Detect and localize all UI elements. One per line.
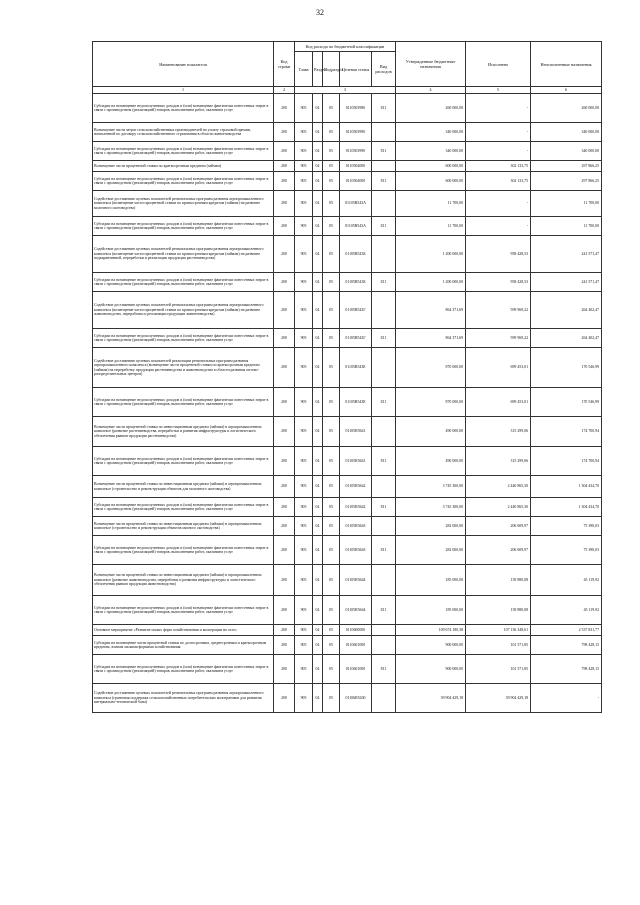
- row-head: 905: [295, 565, 313, 596]
- row-approved: 109 674 180,38: [396, 625, 466, 636]
- row-code: 200: [274, 292, 295, 329]
- row-expense-type: 811: [372, 94, 396, 123]
- row-executed: 139 880,08: [466, 596, 531, 625]
- table-row: [93, 273, 602, 292]
- row-expense-type: [372, 417, 396, 447]
- row-code: 200: [274, 142, 295, 161]
- column-number-row: [93, 87, 602, 94]
- row-executed: -: [466, 217, 531, 236]
- row-unexecuted: 45 119,92: [531, 565, 602, 596]
- row-section: 04: [313, 655, 323, 684]
- row-name: Субсидии на возмещение недополученных доходов и (или) возмещение фактически понесенных затрат в связи с производством (реализацией) товаров, выполнением работ, оказанием услуг: [93, 655, 274, 684]
- row-executed: 101 571,85: [466, 636, 531, 655]
- row-head: 905: [295, 236, 313, 273]
- row-unexecuted: 260 000,00: [531, 94, 602, 123]
- row-expense-type: [372, 292, 396, 329]
- row-subsection: 05: [323, 565, 340, 596]
- row-approved: 600 000,00: [396, 172, 466, 191]
- row-code: 200: [274, 388, 295, 417]
- row-subsection: 05: [323, 191, 340, 217]
- row-executed: 599 969,22: [466, 329, 531, 348]
- row-expense-type: [372, 236, 396, 273]
- row-subsection: 05: [323, 123, 340, 142]
- row-name: Содействие достижению целевых показателей региональных программ развития агропромышленного комплекса (грантовая поддержка сельскохозяйственных потребительских кооперативов для развития материально-технической базы): [93, 684, 274, 713]
- row-approved: 870 000,00: [396, 388, 466, 417]
- row-approved: 864 371,69: [396, 292, 466, 329]
- table-row: [93, 388, 602, 417]
- row-target-item: 01105R5642: [340, 498, 372, 517]
- row-head: 905: [295, 191, 313, 217]
- row-executed: 206 609,97: [466, 536, 531, 565]
- row-section: 04: [313, 217, 323, 236]
- row-target-item: 01105R543E: [340, 348, 372, 388]
- row-code: 200: [274, 517, 295, 536]
- row-expense-type: [372, 517, 396, 536]
- row-subsection: 05: [323, 273, 340, 292]
- row-code: 200: [274, 447, 295, 476]
- row-unexecuted: 241 571,47: [531, 236, 602, 273]
- row-unexecuted: 297 866,25: [531, 172, 602, 191]
- row-expense-type: 811: [372, 217, 396, 236]
- row-approved: 185 000,00: [396, 596, 466, 625]
- row-target-item: 01105R5643: [340, 517, 372, 536]
- row-code: 200: [274, 536, 295, 565]
- row-name: Возмещение части затрат сельскохозяйственных производителей на уплату страховой премии, начисленной по договору сельскохозяйственного страхования в области животноводства: [93, 123, 274, 142]
- table-row: [93, 447, 602, 476]
- row-target-item: 0110503990: [340, 142, 372, 161]
- row-head: 905: [295, 447, 313, 476]
- row-approved: 39 904 429,18: [396, 684, 466, 713]
- row-head: 905: [295, 123, 313, 142]
- row-target-item: 01105R543Г: [340, 329, 372, 348]
- row-subsection: 05: [323, 348, 340, 388]
- row-expense-type: [372, 565, 396, 596]
- row-subsection: 05: [323, 536, 340, 565]
- row-subsection: 05: [323, 498, 340, 517]
- row-head: 905: [295, 172, 313, 191]
- row-code: 200: [274, 236, 295, 273]
- table-row: [93, 565, 602, 596]
- table-row: [93, 655, 602, 684]
- row-code: 200: [274, 596, 295, 625]
- row-subsection: 05: [323, 236, 340, 273]
- row-approved: 282 000,00: [396, 536, 466, 565]
- column-number: 3: [295, 87, 396, 94]
- header-budget-code: Код расхода по бюджетной классификации: [295, 42, 396, 52]
- row-unexecuted: 170 546,99: [531, 388, 602, 417]
- table-row: [93, 94, 602, 123]
- row-head: 905: [295, 292, 313, 329]
- row-code: 200: [274, 217, 295, 236]
- row-expense-type: 811: [372, 655, 396, 684]
- row-name: Субсидии на возмещение недополученных доходов и (или) возмещение фактически понесенных затрат в связи с производством (реализацией) товаров, выполнением работ, оказанием услуг: [93, 273, 274, 292]
- table-row: [93, 142, 602, 161]
- row-subsection: 05: [323, 329, 340, 348]
- row-expense-type: [372, 636, 396, 655]
- page-number: 32: [316, 8, 324, 17]
- row-code: 200: [274, 636, 295, 655]
- row-unexecuted: 75 390,03: [531, 517, 602, 536]
- row-executed: 107 136 348,61: [466, 625, 531, 636]
- row-head: 905: [295, 161, 313, 172]
- row-target-item: 0110601000: [340, 636, 372, 655]
- row-name: Субсидии на возмещение недополученных доходов и (или) возмещение фактически понесенных затрат в связи с производством (реализацией) товаров, выполнением работ, оказанием услуг: [93, 172, 274, 191]
- header-name: Наименование показателя: [93, 42, 274, 87]
- row-target-item: 01105R5642: [340, 476, 372, 498]
- row-approved: 11 700,00: [396, 191, 466, 217]
- row-executed: -: [466, 191, 531, 217]
- row-name: Субсидии на возмещение недополученных доходов и (или) возмещение фактически понесенных затрат в связи с производством (реализацией) товаров, выполнением работ, оказанием услуг: [93, 329, 274, 348]
- row-subsection: 05: [323, 476, 340, 498]
- row-expense-type: 811: [372, 142, 396, 161]
- row-code: 200: [274, 498, 295, 517]
- row-name: Содействие достижению целевых показателей региональных программ развития агропромышленного комплекса (возмещение части процентной ставки по краткосрочным кредитам (займам) на развитие животноводства, переработки и реализации продукции животноводства): [93, 292, 274, 329]
- row-target-item: 01105R5641: [340, 417, 372, 447]
- table-row: [93, 172, 602, 191]
- row-name: Содействие достижению целевых показателей региональных программ развития агропромышленного комплекса (возмещение части процентной ставки по краткосрочным кредитам (займам) на развитие молочного скотоводства): [93, 191, 274, 217]
- row-expense-type: 811: [372, 447, 396, 476]
- column-number: 4: [396, 87, 466, 94]
- row-target-item: 01105R5641: [340, 447, 372, 476]
- row-head: 905: [295, 476, 313, 498]
- table-row: [93, 625, 602, 636]
- row-expense-type: [372, 625, 396, 636]
- row-head: 905: [295, 498, 313, 517]
- table-row: [93, 348, 602, 388]
- row-head: 905: [295, 388, 313, 417]
- row-unexecuted: 174 700,94: [531, 447, 602, 476]
- row-expense-type: 811: [372, 596, 396, 625]
- row-section: 04: [313, 348, 323, 388]
- row-approved: 600 000,00: [396, 161, 466, 172]
- row-target-item: 0110600000: [340, 625, 372, 636]
- row-subsection: 05: [323, 94, 340, 123]
- row-code: 200: [274, 655, 295, 684]
- row-section: 04: [313, 417, 323, 447]
- row-expense-type: 811: [372, 329, 396, 348]
- row-target-item: 0110503980: [340, 94, 372, 123]
- row-section: 04: [313, 236, 323, 273]
- row-name: Субсидии на возмещение недополученных доходов и (или) возмещение фактически понесенных затрат в связи с производством (реализацией) товаров, выполнением работ, оказанием услуг: [93, 94, 274, 123]
- row-target-item: 0110601000: [340, 655, 372, 684]
- column-number: 5: [466, 87, 531, 94]
- column-number: 1: [93, 87, 274, 94]
- row-approved: 864 371,69: [396, 329, 466, 348]
- row-head: 905: [295, 684, 313, 713]
- row-section: 04: [313, 94, 323, 123]
- column-number: 2: [274, 87, 295, 94]
- row-unexecuted: 264 402,47: [531, 292, 602, 329]
- row-subsection: 05: [323, 517, 340, 536]
- row-section: 04: [313, 517, 323, 536]
- row-subsection: 05: [323, 636, 340, 655]
- column-number: 6: [531, 87, 602, 94]
- row-name: Основное мероприятие «Развитие малых форм хозяйствования и кооперации на селе»: [93, 625, 274, 636]
- row-subsection: 05: [323, 625, 340, 636]
- row-section: 04: [313, 388, 323, 417]
- row-unexecuted: 11 700,00: [531, 191, 602, 217]
- row-section: 04: [313, 684, 323, 713]
- row-section: 04: [313, 191, 323, 217]
- row-executed: 101 571,85: [466, 655, 531, 684]
- row-approved: 490 000,00: [396, 417, 466, 447]
- row-target-item: 0110504000: [340, 161, 372, 172]
- row-expense-type: 811: [372, 273, 396, 292]
- row-approved: 490 000,00: [396, 447, 466, 476]
- row-name: Возмещение части процентной ставки по инвестиционным кредитам (займам) в агропромышленном комплексе (развитие животноводства, переработки и развития инфраструктуры и логистического обеспечения рынков продукции животноводства): [93, 565, 274, 596]
- row-name: Содействие достижению целевых показателей реализации региональных программ развития агропромышленного комплекса (возмещение части процентной ставки по краткосрочным кредитам (займам) на переработку продукции растениеводства и животноводства в области развития оптово-распределительных центров): [93, 348, 274, 388]
- table-row: [93, 123, 602, 142]
- table-row: [93, 191, 602, 217]
- table-row: [93, 217, 602, 236]
- row-section: 04: [313, 447, 323, 476]
- row-subsection: 05: [323, 292, 340, 329]
- row-section: 04: [313, 172, 323, 191]
- row-expense-type: [372, 123, 396, 142]
- row-target-item: 0110503990: [340, 123, 372, 142]
- row-target-item: 01105R543E: [340, 388, 372, 417]
- row-section: 04: [313, 625, 323, 636]
- row-target-item: 0110504000: [340, 172, 372, 191]
- row-unexecuted: 170 546,99: [531, 348, 602, 388]
- row-head: 905: [295, 625, 313, 636]
- row-subsection: 05: [323, 142, 340, 161]
- table-row: [93, 498, 602, 517]
- row-executed: 302 133,75: [466, 172, 531, 191]
- row-head: 905: [295, 417, 313, 447]
- row-head: 905: [295, 517, 313, 536]
- row-code: 200: [274, 625, 295, 636]
- row-code: 200: [274, 684, 295, 713]
- row-code: 200: [274, 172, 295, 191]
- row-target-item: 01105R5644: [340, 596, 372, 625]
- row-subsection: 05: [323, 388, 340, 417]
- budget-execution-table: [92, 41, 602, 713]
- row-executed: 599 969,22: [466, 292, 531, 329]
- row-unexecuted: 241 571,47: [531, 273, 602, 292]
- row-code: 200: [274, 348, 295, 388]
- row-name: Субсидии на возмещение недополученных доходов и (или) возмещение фактически понесенных затрат в связи с производством (реализацией) товаров, выполнением работ, оказанием услуг: [93, 217, 274, 236]
- table-row: [93, 684, 602, 713]
- row-unexecuted: 174 700,94: [531, 417, 602, 447]
- header-unexecuted: Неисполненные назначения: [531, 42, 602, 87]
- row-approved: 340 000,00: [396, 142, 466, 161]
- header-section: Раздел: [313, 52, 323, 87]
- row-unexecuted: 11 700,00: [531, 217, 602, 236]
- row-approved: 870 000,00: [396, 348, 466, 388]
- row-subsection: 05: [323, 417, 340, 447]
- row-executed: 2 440 865,30: [466, 498, 531, 517]
- row-executed: 2 440 865,30: [466, 476, 531, 498]
- row-subsection: 05: [323, 447, 340, 476]
- row-name: Субсидии на возмещение части процентной ставки по долгосрочным, среднесрочным и краткосрочным кредитам, взятым малыми формами хозяйствования: [93, 636, 274, 655]
- row-expense-type: [372, 348, 396, 388]
- row-unexecuted: 1 304 434,70: [531, 476, 602, 498]
- row-target-item: 01105R543A: [340, 217, 372, 236]
- table-row: [93, 476, 602, 498]
- row-executed: 315 299,06: [466, 447, 531, 476]
- table-row: [93, 636, 602, 655]
- row-unexecuted: -: [531, 684, 602, 713]
- row-section: 04: [313, 536, 323, 565]
- row-section: 04: [313, 292, 323, 329]
- row-approved: 900 000,00: [396, 655, 466, 684]
- row-approved: 282 000,00: [396, 517, 466, 536]
- row-code: 200: [274, 417, 295, 447]
- table-row: [93, 517, 602, 536]
- row-target-item: 01106R5430: [340, 684, 372, 713]
- row-subsection: 05: [323, 684, 340, 713]
- row-name: Возмещение части процентной ставки по инвестиционным кредитам (займам) в агропромышленном комплексе (строительство и реконструкция объектов для молочного скотоводства): [93, 476, 274, 498]
- row-subsection: 05: [323, 217, 340, 236]
- header-target-item: Целевая статья: [340, 52, 372, 87]
- row-unexecuted: 340 000,00: [531, 123, 602, 142]
- row-approved: 185 000,00: [396, 565, 466, 596]
- row-executed: 699 453,01: [466, 388, 531, 417]
- row-approved: 3 745 300,00: [396, 498, 466, 517]
- row-head: 905: [295, 217, 313, 236]
- row-subsection: 05: [323, 655, 340, 684]
- row-section: 04: [313, 123, 323, 142]
- row-target-item: 01105R5644: [340, 565, 372, 596]
- row-unexecuted: 340 000,00: [531, 142, 602, 161]
- row-subsection: 05: [323, 161, 340, 172]
- header-row-code: Код строки: [274, 42, 295, 87]
- row-section: 04: [313, 476, 323, 498]
- row-name: Субсидии на возмещение недополученных доходов и (или) возмещение фактически понесенных затрат в связи с производством (реализацией) товаров, выполнением работ, оказанием услуг: [93, 536, 274, 565]
- table-row: [93, 329, 602, 348]
- row-executed: 39 904 429,18: [466, 684, 531, 713]
- row-executed: 958 428,53: [466, 273, 531, 292]
- table-row: [93, 596, 602, 625]
- header-executed: Исполнено: [466, 42, 531, 87]
- row-code: 200: [274, 191, 295, 217]
- row-executed: 699 453,01: [466, 348, 531, 388]
- row-unexecuted: 798 428,15: [531, 655, 602, 684]
- row-code: 200: [274, 94, 295, 123]
- row-executed: 315 299,06: [466, 417, 531, 447]
- row-target-item: 01105R543A: [340, 191, 372, 217]
- row-section: 04: [313, 596, 323, 625]
- row-expense-type: 811: [372, 388, 396, 417]
- row-executed: 958 428,53: [466, 236, 531, 273]
- row-executed: 139 880,08: [466, 565, 531, 596]
- row-section: 04: [313, 273, 323, 292]
- header-expense-type: Вид расходов: [372, 52, 396, 87]
- row-subsection: 05: [323, 596, 340, 625]
- row-section: 04: [313, 329, 323, 348]
- row-unexecuted: 45 119,92: [531, 596, 602, 625]
- table-row: [93, 161, 602, 172]
- row-approved: 3 745 300,00: [396, 476, 466, 498]
- row-head: 905: [295, 142, 313, 161]
- row-approved: 340 000,00: [396, 123, 466, 142]
- row-subsection: 05: [323, 172, 340, 191]
- row-target-item: 01105R543Г: [340, 292, 372, 329]
- row-executed: -: [466, 123, 531, 142]
- row-section: 04: [313, 565, 323, 596]
- row-head: 905: [295, 655, 313, 684]
- row-target-item: 01105R5643: [340, 536, 372, 565]
- row-approved: 260 000,00: [396, 94, 466, 123]
- row-name: Возмещение части процентной ставки по инвестиционным кредитам (займам) в агропромышленном комплексе (строительство и реконструкция объектов мясного скотоводства): [93, 517, 274, 536]
- row-head: 905: [295, 348, 313, 388]
- row-expense-type: [372, 684, 396, 713]
- row-approved: 900 000,00: [396, 636, 466, 655]
- row-expense-type: 811: [372, 536, 396, 565]
- row-name: Возмещение части процентной ставки по краткосрочным кредитам (займам): [93, 161, 274, 172]
- row-executed: -: [466, 94, 531, 123]
- row-approved: 1 200 000,00: [396, 273, 466, 292]
- row-head: 905: [295, 329, 313, 348]
- table-row: [93, 292, 602, 329]
- row-name: Субсидии на возмещение недополученных доходов и (или) возмещение фактически понесенных затрат в связи с производством (реализацией) товаров, выполнением работ, оказанием услуг: [93, 447, 274, 476]
- header-approved: Утвержденные бюджетные назначения: [396, 42, 466, 87]
- row-expense-type: [372, 476, 396, 498]
- row-code: 200: [274, 273, 295, 292]
- table-row: [93, 536, 602, 565]
- row-executed: 302 133,75: [466, 161, 531, 172]
- header-subsection: Подраздел: [323, 52, 340, 87]
- table-row: [93, 236, 602, 273]
- row-head: 905: [295, 273, 313, 292]
- row-code: 200: [274, 161, 295, 172]
- row-expense-type: 811: [372, 498, 396, 517]
- row-expense-type: [372, 191, 396, 217]
- row-name: Субсидии на возмещение недополученных доходов и (или) возмещение фактически понесенных затрат в связи с производством (реализацией) товаров, выполнением работ, оказанием услуг: [93, 596, 274, 625]
- row-name: Субсидии на возмещение недополученных доходов и (или) возмещение фактически понесенных затрат в связи с производством (реализацией) товаров, выполнением работ, оказанием услуг: [93, 388, 274, 417]
- row-code: 200: [274, 476, 295, 498]
- row-head: 905: [295, 536, 313, 565]
- row-section: 04: [313, 498, 323, 517]
- row-code: 200: [274, 329, 295, 348]
- row-approved: 11 700,00: [396, 217, 466, 236]
- row-executed: -: [466, 142, 531, 161]
- row-head: 905: [295, 94, 313, 123]
- row-unexecuted: 1 304 434,70: [531, 498, 602, 517]
- row-head: 905: [295, 596, 313, 625]
- row-unexecuted: 297 866,25: [531, 161, 602, 172]
- row-head: 905: [295, 636, 313, 655]
- row-name: Субсидии на возмещение недополученных доходов и (или) возмещение фактически понесенных затрат в связи с производством (реализацией) товаров, выполнением работ, оказанием услуг: [93, 142, 274, 161]
- header-head: Глава: [295, 52, 313, 87]
- table-row: [93, 417, 602, 447]
- row-code: 200: [274, 565, 295, 596]
- row-executed: 206 609,97: [466, 517, 531, 536]
- row-unexecuted: 798 428,15: [531, 636, 602, 655]
- row-code: 200: [274, 123, 295, 142]
- row-unexecuted: 264 402,47: [531, 329, 602, 348]
- row-approved: 1 200 000,00: [396, 236, 466, 273]
- row-expense-type: [372, 161, 396, 172]
- row-section: 04: [313, 161, 323, 172]
- row-section: 04: [313, 636, 323, 655]
- row-target-item: 01105R543Б: [340, 273, 372, 292]
- row-section: 04: [313, 142, 323, 161]
- row-unexecuted: 75 390,03: [531, 536, 602, 565]
- row-name: Содействие достижению целевых показателей региональных программ развития агропромышленного комплекса (возмещение части процентной ставки по краткосрочным кредитам (займам) на развитие подкарантинной, переработки и реализации продукции растениеводства): [93, 236, 274, 273]
- row-expense-type: 811: [372, 172, 396, 191]
- row-unexecuted: 2 537 831,77: [531, 625, 602, 636]
- row-target-item: 01105R543Б: [340, 236, 372, 273]
- row-name: Субсидии на возмещение недополученных доходов и (или) возмещение фактически понесенных затрат в связи с производством (реализацией) товаров, выполнением работ, оказанием услуг: [93, 498, 274, 517]
- row-name: Возмещение части процентной ставки по инвестиционным кредитам (займам) в агропромышленном комплексе (развитие растениеводства, переработки и развития инфраструктуры и логистического обеспечения рынков продукции растениеводства): [93, 417, 274, 447]
